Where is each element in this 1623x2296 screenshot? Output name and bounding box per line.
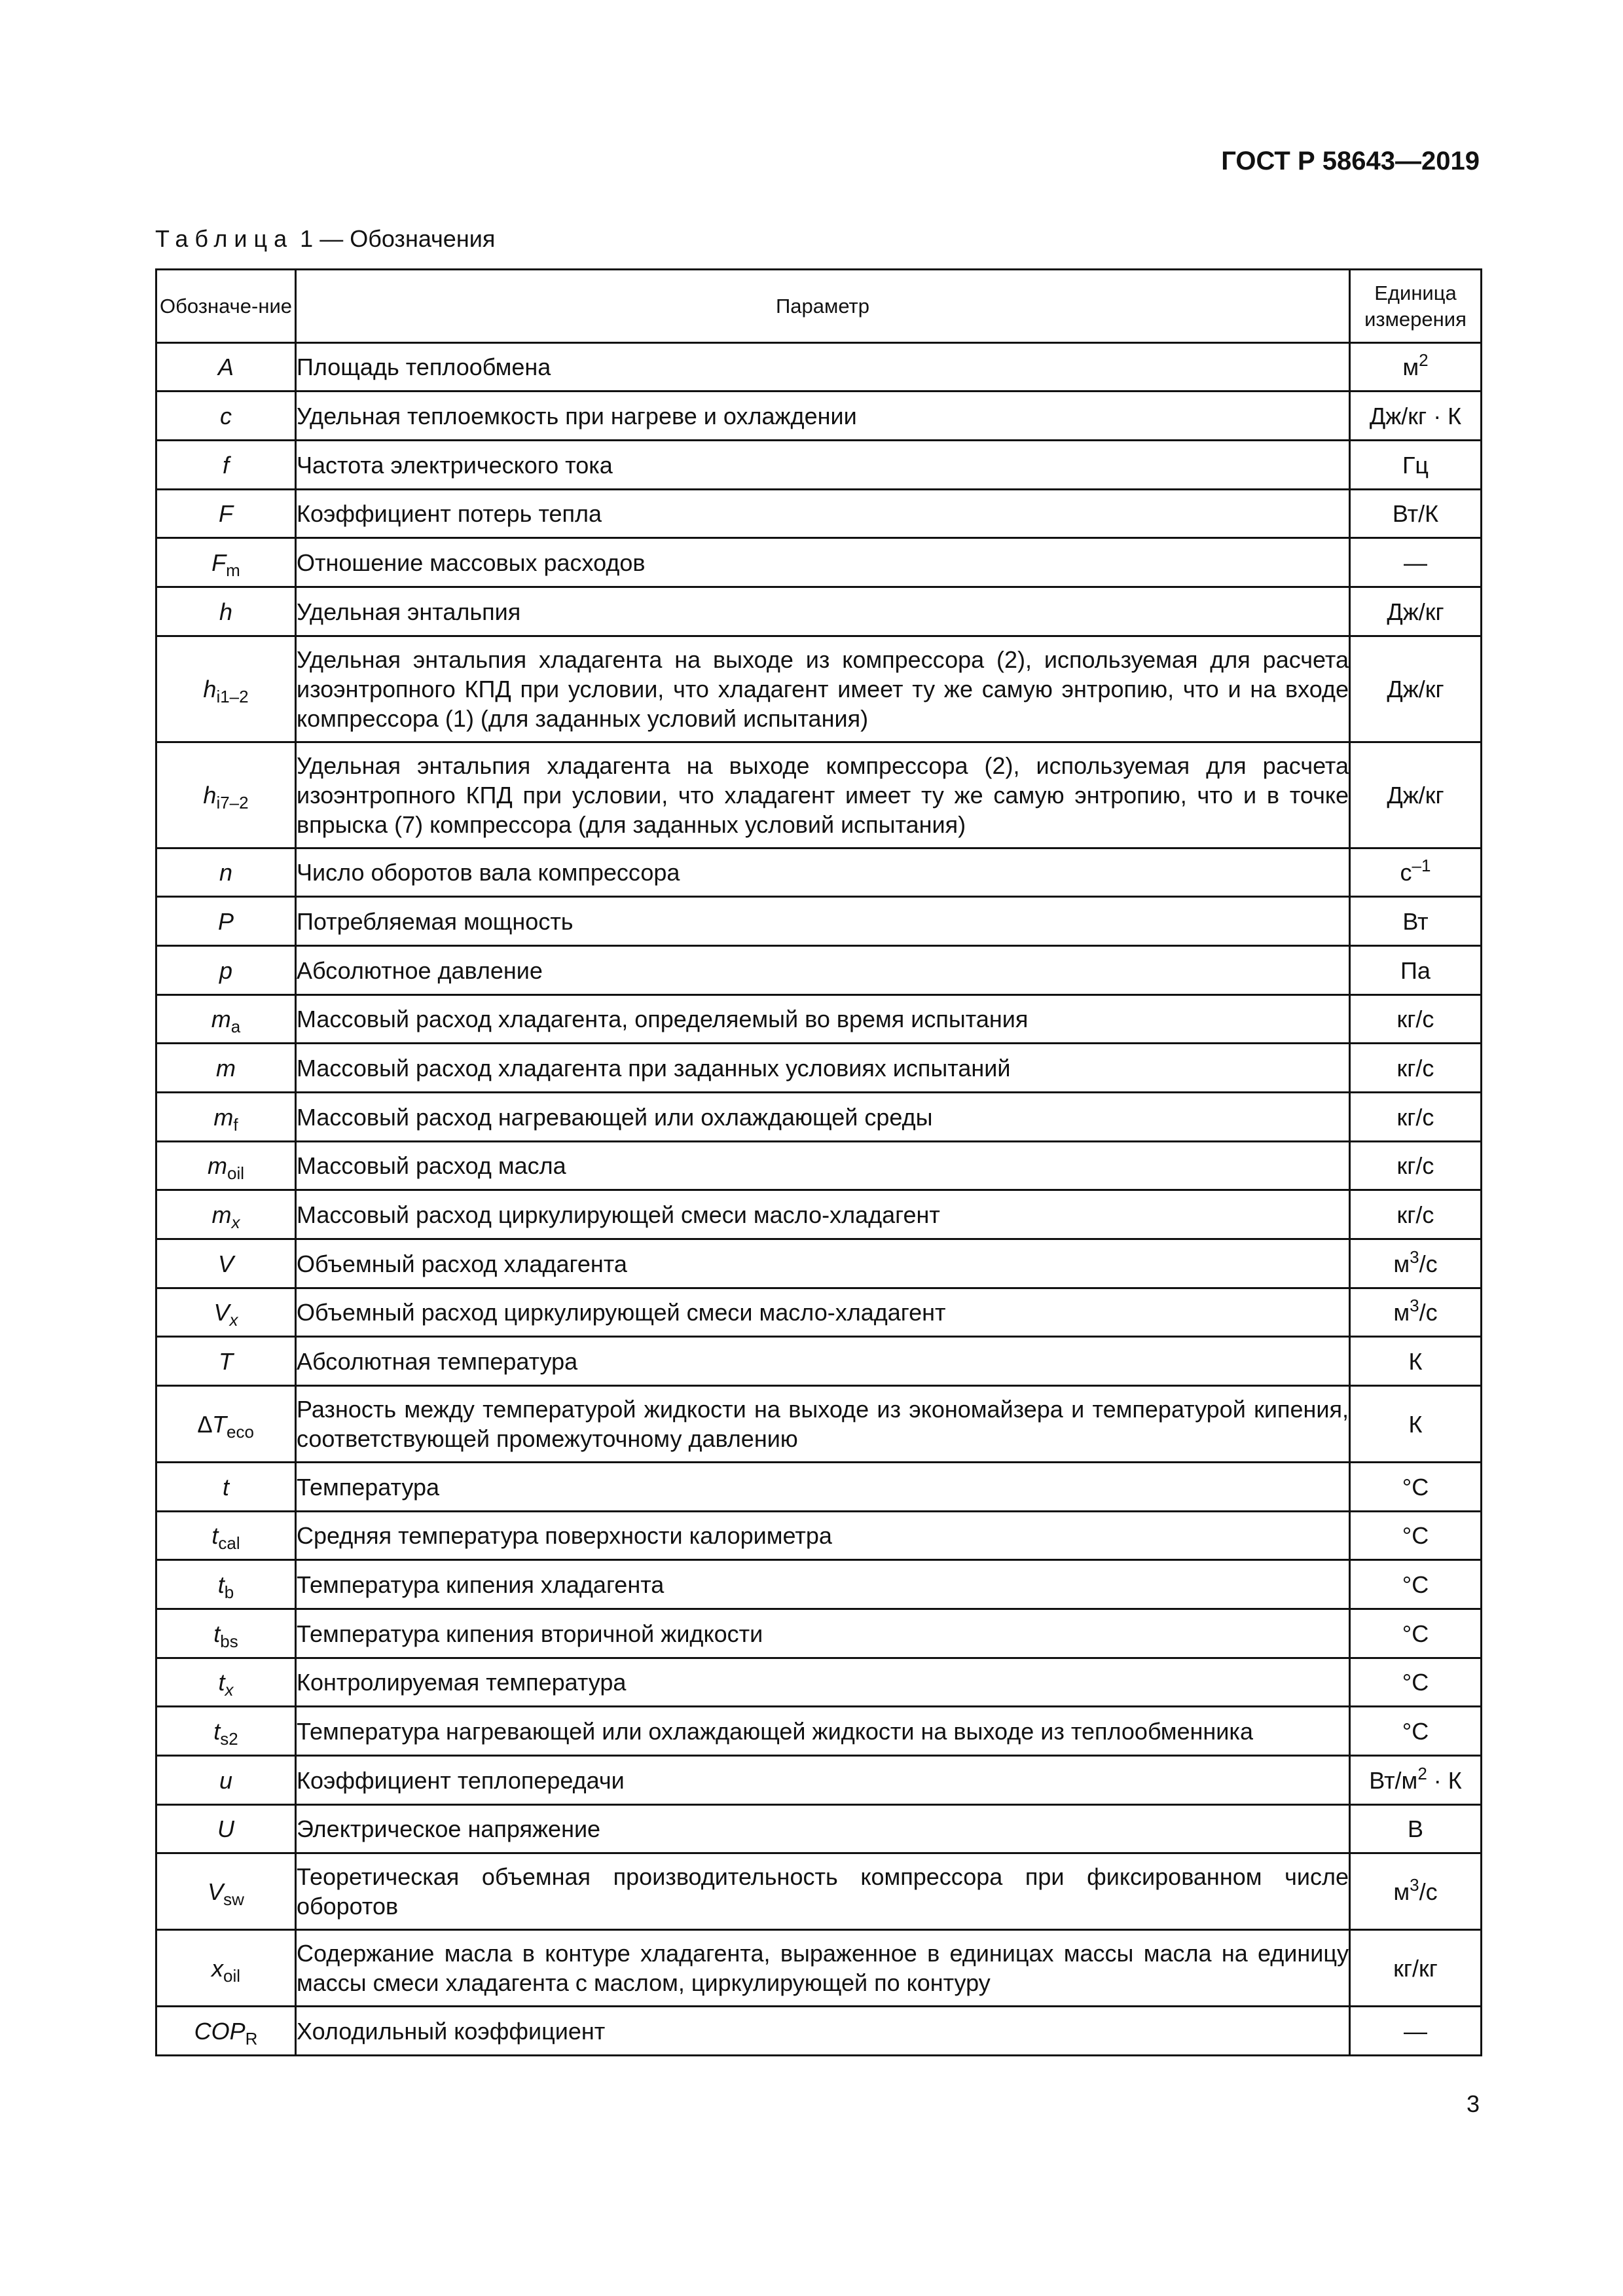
table-row xyxy=(156,1658,1482,1707)
symbol-cell xyxy=(156,897,296,946)
designations-table xyxy=(155,268,1482,2056)
unit-cell xyxy=(1350,343,1482,392)
unit-cell xyxy=(1350,848,1482,897)
unit-main: Дж/кг xyxy=(1387,676,1444,702)
table-row xyxy=(156,946,1482,995)
symbol-cell xyxy=(156,1190,296,1239)
parameter-cell: Удельная энтальпия xyxy=(296,587,1350,636)
symbol-main: m xyxy=(211,1006,231,1032)
table-row xyxy=(156,1805,1482,1853)
parameter-cell: Объемный расход циркулирующей смеси масло-хладагент xyxy=(296,1288,1350,1337)
unit-main: Дж/кг xyxy=(1387,782,1444,809)
symbol-cell xyxy=(156,1853,296,1930)
table-row xyxy=(156,1930,1482,2007)
symbol-cell xyxy=(156,1337,296,1386)
symbol-subscript: bs xyxy=(220,1631,238,1651)
table-row xyxy=(156,995,1482,1044)
symbol-subscript: x xyxy=(231,1212,240,1232)
symbol-main: f xyxy=(222,451,229,479)
unit-cell xyxy=(1350,1288,1482,1337)
symbol-main: T xyxy=(219,1347,233,1375)
symbol-subscript: cal xyxy=(218,1533,240,1553)
table-row xyxy=(156,490,1482,538)
table-row xyxy=(156,1044,1482,1093)
symbol-subscript: s2 xyxy=(220,1728,238,1749)
parameter-cell: Удельная энтальпия хладагента на выходе из компрессора (2), используемая для расчета изоэнтропного КПД при условии, что хладагент имеет ту же самую энтропию, что и на входе компрессора (1) (для заданных условий испытания) xyxy=(296,636,1350,742)
parameter-cell: Температура xyxy=(296,1463,1350,1512)
unit-main: °С xyxy=(1402,1620,1429,1647)
symbol-cell xyxy=(156,587,296,636)
table-caption-word: Таблица xyxy=(155,225,294,252)
unit-cell xyxy=(1350,1093,1482,1142)
unit-main: кг/кг xyxy=(1393,1954,1438,1982)
table-row xyxy=(156,343,1482,392)
table-row xyxy=(156,636,1482,742)
unit-cell xyxy=(1350,1756,1482,1805)
symbol-subscript: R xyxy=(245,2028,258,2049)
parameter-cell: Частота электрического тока xyxy=(296,441,1350,490)
parameter-cell: Массовый расход масла xyxy=(296,1142,1350,1190)
table-row xyxy=(156,1707,1482,1756)
unit-cell xyxy=(1350,392,1482,441)
unit-cell xyxy=(1350,1930,1482,2007)
unit-main: К xyxy=(1408,1410,1423,1438)
symbol-cell xyxy=(156,1142,296,1190)
table-row xyxy=(156,1609,1482,1658)
symbol-main: F xyxy=(219,500,233,527)
unit-cell xyxy=(1350,538,1482,587)
symbol-subscript: i1–2 xyxy=(216,687,249,706)
table-row xyxy=(156,2007,1482,2056)
symbol-subscript: oil xyxy=(223,1965,240,1986)
table-row xyxy=(156,1512,1482,1560)
unit-main: Вт xyxy=(1402,907,1429,935)
symbol-main: t xyxy=(222,1473,229,1501)
page-number: 3 xyxy=(1466,2090,1480,2117)
unit-main: Дж/кг · К xyxy=(1369,402,1462,429)
parameter-cell: Объемный расход хладагента xyxy=(296,1239,1350,1288)
table-row xyxy=(156,1386,1482,1463)
symbol-subscript: x xyxy=(225,1680,234,1700)
unit-cell xyxy=(1350,1190,1482,1239)
table-row xyxy=(156,1337,1482,1386)
table-row xyxy=(156,538,1482,587)
parameter-cell: Коэффициент теплопередачи xyxy=(296,1756,1350,1805)
parameter-cell: Число оборотов вала компрессора xyxy=(296,848,1350,897)
unit-superscript: 3 xyxy=(1410,1247,1419,1267)
unit-main: — xyxy=(1404,2017,1427,2045)
column-header-unit: Единица измерения xyxy=(1350,270,1482,343)
unit-main: кг/с xyxy=(1396,1152,1434,1179)
unit-superscript: 2 xyxy=(1419,350,1429,370)
parameter-cell: Средняя температура поверхности калориметра xyxy=(296,1512,1350,1560)
symbol-main: h xyxy=(203,676,217,702)
parameter-cell: Абсолютное давление xyxy=(296,946,1350,995)
symbol-cell xyxy=(156,1805,296,1853)
unit-main: °С xyxy=(1402,1571,1429,1598)
table-caption xyxy=(155,227,495,251)
table-row xyxy=(156,1093,1482,1142)
symbol-cell xyxy=(156,1386,296,1463)
symbol-subscript: a xyxy=(230,1017,241,1036)
parameter-cell: Контролируемая температура xyxy=(296,1658,1350,1707)
unit-main: В xyxy=(1407,1815,1423,1842)
table-row xyxy=(156,1239,1482,1288)
symbol-cell xyxy=(156,1756,296,1805)
symbol-main: x xyxy=(211,1954,223,1982)
symbol-cell xyxy=(156,1463,296,1512)
symbol-main: h xyxy=(219,598,233,625)
symbol-subscript: oil xyxy=(227,1163,244,1183)
parameter-cell: Площадь теплообмена xyxy=(296,343,1350,392)
column-header-parameter: Параметр xyxy=(296,270,1350,343)
table-row xyxy=(156,1560,1482,1609)
unit-main: Вт/К xyxy=(1392,500,1439,527)
table-row xyxy=(156,742,1482,848)
table-row xyxy=(156,1463,1482,1512)
unit-cell xyxy=(1350,1707,1482,1756)
unit-main: °С xyxy=(1402,1473,1429,1501)
parameter-cell: Теоретическая объемная производительность компрессора при фиксированном числе оборотов xyxy=(296,1853,1350,1930)
unit-cell xyxy=(1350,1386,1482,1463)
symbol-cell xyxy=(156,995,296,1044)
symbol-cell xyxy=(156,742,296,848)
symbol-main: t xyxy=(213,1620,221,1647)
parameter-cell: Потребляемая мощность xyxy=(296,897,1350,946)
symbol-main: u xyxy=(219,1766,233,1794)
symbol-cell xyxy=(156,1707,296,1756)
unit-main: °С xyxy=(1402,1669,1429,1696)
symbol-main: m xyxy=(207,1152,227,1179)
parameter-cell: Холодильный коэффициент xyxy=(296,2007,1350,2056)
unit-cell xyxy=(1350,1044,1482,1093)
symbol-main: A xyxy=(217,354,234,380)
unit-superscript: 3 xyxy=(1410,1296,1419,1315)
symbol-main: c xyxy=(220,402,232,429)
symbol-main: n xyxy=(219,859,233,886)
column-header-symbol: Обозначе-ние xyxy=(156,270,296,343)
unit-main: Вт/м xyxy=(1369,1766,1418,1794)
unit-cell xyxy=(1350,1239,1482,1288)
unit-cell xyxy=(1350,1512,1482,1560)
unit-cell xyxy=(1350,1337,1482,1386)
symbol-subscript: x xyxy=(229,1310,238,1330)
symbol-main: m xyxy=(211,1201,232,1228)
table-row xyxy=(156,1756,1482,1805)
symbol-main: P xyxy=(217,907,234,935)
unit-cell xyxy=(1350,1560,1482,1609)
unit-cell xyxy=(1350,636,1482,742)
symbol-main: U xyxy=(217,1815,234,1842)
symbol-subscript: f xyxy=(233,1114,238,1135)
table-body xyxy=(156,343,1482,2056)
symbol-subscript: b xyxy=(224,1582,234,1602)
table-caption-text: 1 — Обозначения xyxy=(300,225,496,252)
symbol-cell xyxy=(156,392,296,441)
table-row xyxy=(156,1190,1482,1239)
symbol-main: h xyxy=(203,782,217,809)
symbol-main: F xyxy=(211,549,227,576)
parameter-cell: Электрическое напряжение xyxy=(296,1805,1350,1853)
symbol-main: V xyxy=(213,1299,230,1326)
symbol-main: ∆T xyxy=(198,1410,227,1438)
table-row xyxy=(156,1142,1482,1190)
parameter-cell: Массовый расход хладагента, определяемый во время испытания xyxy=(296,995,1350,1044)
symbol-subscript: sw xyxy=(223,1889,244,1909)
parameter-cell: Температура кипения хладагента xyxy=(296,1560,1350,1609)
parameter-cell: Температура кипения вторичной жидкости xyxy=(296,1609,1350,1658)
symbol-main: m xyxy=(213,1103,234,1131)
symbol-main: V xyxy=(217,1250,234,1277)
unit-cell xyxy=(1350,995,1482,1044)
table-header-row xyxy=(156,270,1482,343)
unit-main: Па xyxy=(1400,957,1431,984)
symbol-main: m xyxy=(216,1054,236,1082)
parameter-cell: Массовый расход циркулирующей смеси масло-хладагент xyxy=(296,1190,1350,1239)
unit-cell xyxy=(1350,1463,1482,1512)
symbol-main: t xyxy=(211,1522,219,1549)
symbol-main: t xyxy=(213,1717,221,1745)
symbol-cell xyxy=(156,1044,296,1093)
table-row xyxy=(156,1853,1482,1930)
symbol-subscript: i7–2 xyxy=(216,793,249,812)
symbol-cell xyxy=(156,538,296,587)
symbol-cell xyxy=(156,441,296,490)
symbol-cell xyxy=(156,1609,296,1658)
unit-tail: /с xyxy=(1419,1299,1438,1326)
symbol-cell xyxy=(156,1512,296,1560)
parameter-cell: Коэффициент потерь тепла xyxy=(296,490,1350,538)
symbol-subscript: m xyxy=(226,560,240,580)
unit-cell xyxy=(1350,1805,1482,1853)
unit-cell xyxy=(1350,1853,1482,1930)
symbol-cell xyxy=(156,1658,296,1707)
parameter-cell: Температура нагревающей или охлаждающей жидкости на выходе из теплообменника xyxy=(296,1707,1350,1756)
symbol-main: p xyxy=(219,957,233,984)
unit-cell xyxy=(1350,742,1482,848)
symbol-cell xyxy=(156,946,296,995)
unit-cell xyxy=(1350,946,1482,995)
symbol-cell xyxy=(156,1093,296,1142)
unit-main: кг/с xyxy=(1396,1006,1434,1032)
unit-main: — xyxy=(1404,549,1427,576)
unit-main: м xyxy=(1393,1250,1410,1277)
table-row xyxy=(156,848,1482,897)
parameter-cell: Массовый расход нагревающей или охлаждающей среды xyxy=(296,1093,1350,1142)
unit-superscript: –1 xyxy=(1412,856,1431,875)
table-row xyxy=(156,392,1482,441)
parameter-cell: Удельная теплоемкость при нагреве и охлаждении xyxy=(296,392,1350,441)
unit-cell xyxy=(1350,441,1482,490)
unit-superscript: 3 xyxy=(1410,1874,1419,1895)
parameter-cell: Отношение массовых расходов xyxy=(296,538,1350,587)
symbol-cell xyxy=(156,1239,296,1288)
parameter-cell: Удельная энтальпия хладагента на выходе компрессора (2), используемая для расчета изоэнтропного КПД при условии, что хладагент имеет ту же самую энтропию, что и в точке впрыска (7) компрессора (для заданных условий испытания) xyxy=(296,742,1350,848)
unit-superscript: 2 xyxy=(1417,1763,1427,1783)
unit-main: К xyxy=(1408,1347,1423,1375)
document-code: ГОСТ Р 58643—2019 xyxy=(1221,147,1480,175)
parameter-cell: Массовый расход хладагента при заданных условиях испытаний xyxy=(296,1044,1350,1093)
unit-main: Дж/кг xyxy=(1387,598,1444,625)
unit-cell xyxy=(1350,1658,1482,1707)
symbol-cell xyxy=(156,1288,296,1337)
table-row xyxy=(156,441,1482,490)
unit-main: кг/с xyxy=(1396,1201,1434,1228)
symbol-cell xyxy=(156,636,296,742)
symbol-cell xyxy=(156,2007,296,2056)
symbol-cell xyxy=(156,343,296,392)
unit-cell xyxy=(1350,587,1482,636)
unit-main: кг/с xyxy=(1396,1054,1434,1082)
table-row xyxy=(156,587,1482,636)
unit-cell xyxy=(1350,2007,1482,2056)
unit-main: кг/с xyxy=(1396,1103,1434,1131)
unit-tail: · К xyxy=(1427,1766,1462,1794)
unit-cell xyxy=(1350,490,1482,538)
unit-cell xyxy=(1350,1142,1482,1190)
unit-main: °С xyxy=(1402,1522,1429,1549)
parameter-cell: Абсолютная температура xyxy=(296,1337,1350,1386)
symbol-main: t xyxy=(217,1571,225,1598)
symbol-main: COP xyxy=(194,2017,246,2045)
unit-main: м xyxy=(1393,1878,1410,1905)
symbol-cell xyxy=(156,1560,296,1609)
table-row xyxy=(156,1288,1482,1337)
symbol-subscript: eco xyxy=(227,1421,254,1442)
unit-main: с xyxy=(1400,859,1412,886)
symbol-cell xyxy=(156,490,296,538)
unit-main: м xyxy=(1402,354,1419,380)
unit-tail: /с xyxy=(1419,1250,1438,1277)
table-row xyxy=(156,897,1482,946)
unit-main: Гц xyxy=(1402,451,1429,479)
symbol-cell xyxy=(156,848,296,897)
unit-tail: /с xyxy=(1419,1878,1438,1905)
unit-main: м xyxy=(1393,1299,1410,1326)
symbol-main: t xyxy=(218,1669,225,1696)
unit-cell xyxy=(1350,897,1482,946)
symbol-main: V xyxy=(208,1878,224,1905)
symbol-cell xyxy=(156,1930,296,2007)
unit-main: °С xyxy=(1402,1717,1429,1745)
parameter-cell: Разность между температурой жидкости на выходе из экономайзера и температурой кипения, соответствующей промежуточному давлению xyxy=(296,1386,1350,1463)
unit-cell xyxy=(1350,1609,1482,1658)
parameter-cell: Содержание масла в контуре хладагента, выраженное в единицах массы масла на единицу массы смеси хладагента с маслом, циркулирующей по контуру xyxy=(296,1930,1350,2007)
